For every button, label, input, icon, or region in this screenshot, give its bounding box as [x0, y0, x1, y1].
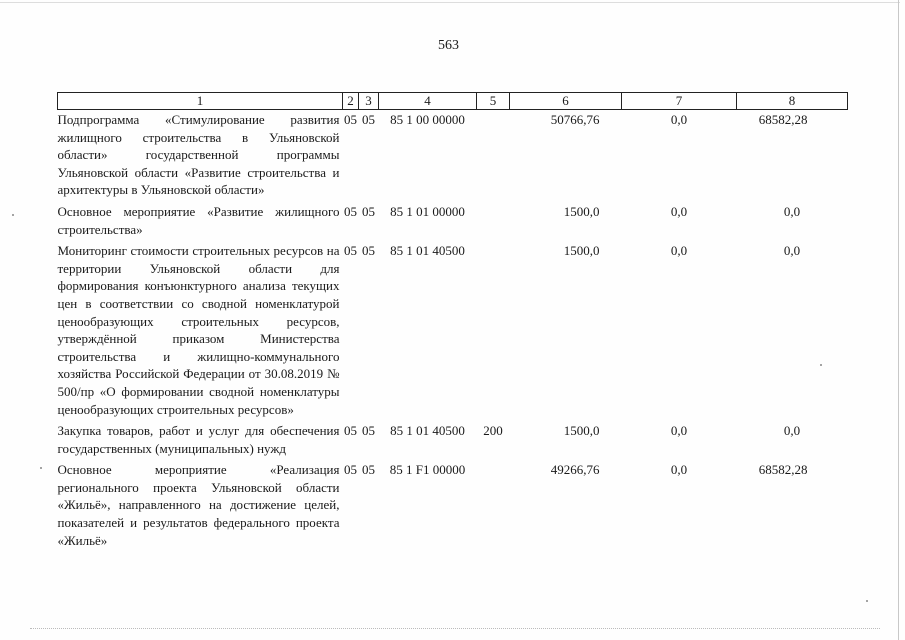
- row-amount-6: 1500,0: [563, 203, 600, 219]
- row-amount-6: 1500,0: [563, 423, 600, 439]
- row-subsection: 05: [362, 423, 375, 439]
- row-target-code: 85 1 01 40500: [390, 423, 465, 439]
- row-amount-7: 0,0: [670, 423, 688, 439]
- row-section: 05: [344, 423, 357, 439]
- row-name: Основное мероприятие «Развитие жилищного строительства»: [57, 203, 340, 237]
- row-name: Подпрограмма «Стимулирование развития жилищного строительства в Ульяновской области» государственной программы Ульяновской области «Развитие строительства и архитектуры в Ульяновской области»: [57, 112, 340, 198]
- row-section: 05: [344, 462, 357, 478]
- row-section: 05: [344, 203, 357, 219]
- row-amount-6: 50766,76: [550, 112, 600, 127]
- table-row: [58, 202, 848, 241]
- row-subsection: 05: [362, 243, 375, 259]
- row-amount-8: 0,0: [783, 243, 801, 259]
- row-amount-8: 0,0: [783, 203, 801, 219]
- header-col-4: 4: [379, 93, 477, 110]
- scan-edge-top: [0, 2, 900, 3]
- scan-speck: [820, 364, 822, 366]
- row-name: Основное мероприятие «Реализация регионального проекта Ульяновской области «Жильё», направленного на достижение целей, показателей и результатов федерального проекта «Жильё»: [57, 462, 340, 548]
- row-expense-type: [477, 110, 510, 202]
- header-col-1: 1: [58, 93, 343, 110]
- table-row: [58, 460, 848, 549]
- row-amount-7: 0,0: [670, 112, 688, 127]
- row-expense-type: 200: [483, 423, 503, 439]
- row-target-code: 85 1 00 00000: [390, 112, 465, 127]
- row-expense-type: [477, 202, 510, 241]
- row-target-code: 85 1 01 00000: [390, 203, 465, 219]
- row-name: Закупка товаров, работ и услуг для обеспечения государственных (муниципальных) нужд: [57, 423, 340, 456]
- scan-speck: [12, 214, 14, 216]
- scan-speck: [866, 600, 868, 602]
- row-amount-6: 49266,76: [550, 462, 600, 478]
- row-amount-8: 68582,28: [758, 462, 808, 478]
- row-name: Мониторинг стоимости строительных ресурсов на территории Ульяновской области для формирования конъюнктурного анализа текущих цен в соответствии со сводной номенклатурой ценообразующих строительных ресурсов, утверждённой приказом Министерства строительства и жилищно-коммунального хозяйства Российской Федерации от 30.08.2019 № 500/пр «О формировании сводной номенклатуры ценообразующих строительных ресурсов»: [57, 243, 340, 417]
- row-amount-7: 0,0: [670, 203, 688, 219]
- scan-artifact-bottom: [30, 628, 880, 631]
- table-row: [58, 110, 848, 202]
- row-target-code: 85 1 F1 00000: [389, 462, 466, 478]
- row-section: 05: [344, 112, 357, 127]
- header-col-7: 7: [622, 93, 737, 110]
- row-subsection: 05: [362, 462, 375, 478]
- scan-edge-right: [898, 0, 899, 640]
- header-col-2: 2: [343, 93, 359, 110]
- header-col-3: 3: [359, 93, 379, 110]
- row-section: 05: [344, 243, 357, 259]
- row-expense-type: [477, 241, 510, 421]
- budget-table: [57, 92, 848, 549]
- row-amount-7: 0,0: [670, 243, 688, 259]
- row-amount-7: 0,0: [670, 462, 688, 478]
- row-subsection: 05: [362, 203, 375, 219]
- row-target-code: 85 1 01 40500: [390, 243, 465, 259]
- header-col-8: 8: [737, 93, 848, 110]
- table-row: [58, 421, 848, 460]
- row-amount-8: 0,0: [783, 423, 801, 439]
- table-header-row: [58, 93, 848, 110]
- row-expense-type: [477, 460, 510, 549]
- page-number: 563: [438, 38, 459, 53]
- row-amount-6: 1500,0: [563, 243, 600, 259]
- row-amount-8: 68582,28: [758, 112, 808, 127]
- row-subsection: 05: [362, 112, 375, 127]
- scan-speck: [40, 467, 42, 469]
- header-col-5: 5: [477, 93, 510, 110]
- header-col-6: 6: [510, 93, 622, 110]
- table-row: [58, 241, 848, 421]
